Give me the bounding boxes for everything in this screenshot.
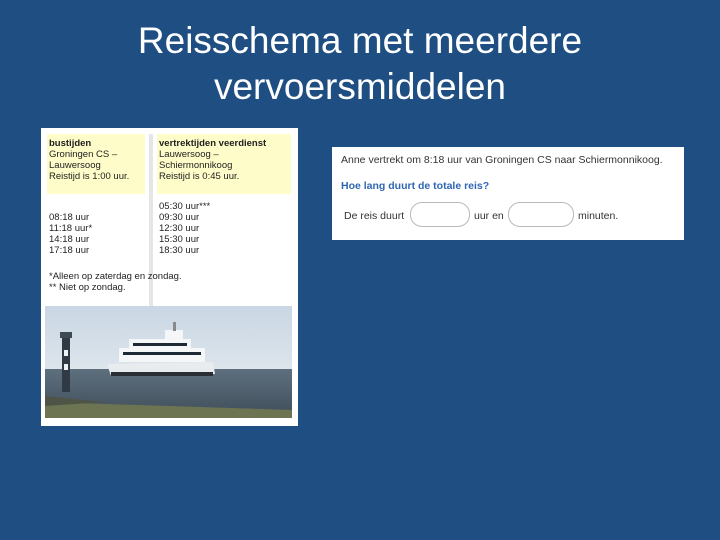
- ferry-header: vertrektijden veerdienst: [159, 138, 267, 149]
- slide-title-line-1: Reisschema met meerdere: [137, 20, 583, 61]
- ferry-route-line-2: Schiermonnikoog: [159, 160, 233, 171]
- bus-time: 08:18 uur: [49, 212, 90, 223]
- ferry-schedule-column: [157, 134, 291, 322]
- question-card: [332, 147, 684, 240]
- ferry-photo: [45, 306, 292, 418]
- answer-prefix: De reis duurt: [344, 210, 405, 222]
- bus-header: bustijden: [49, 138, 92, 149]
- ferry-photo-illustration: [45, 306, 292, 418]
- minutes-input[interactable]: [508, 202, 574, 227]
- schedule-card: [41, 128, 298, 426]
- bus-route-line-1: Groningen CS –: [49, 149, 118, 160]
- ferry-time: 09:30 uur: [159, 212, 200, 223]
- bus-schedule-column: [47, 134, 145, 322]
- hours-input[interactable]: [410, 202, 470, 227]
- slide-title-line-2: vervoersmiddelen: [213, 66, 507, 107]
- footnote-weekend: *Alleen op zaterdag en zondag.: [49, 271, 182, 282]
- slide-title: [0, 18, 720, 110]
- ferry-time: 15:30 uur: [159, 234, 200, 245]
- ferry-time: 18:30 uur: [159, 245, 200, 256]
- bus-duration: Reistijd is 1:00 uur.: [49, 171, 130, 182]
- ferry-duration: Reistijd is 0:45 uur.: [159, 171, 240, 182]
- answer-suffix: minuten.: [578, 210, 619, 222]
- question-statement: Anne vertrekt om 8:18 uur van Groningen CS naar Schiermonnikoog.: [341, 154, 663, 166]
- bus-route-line-2: Lauwersoog: [49, 160, 101, 171]
- ferry-route-line-1: Lauwersoog –: [159, 149, 219, 160]
- question-prompt: Hoe lang duurt de totale reis?: [341, 180, 490, 192]
- bus-time: 17:18 uur: [49, 245, 90, 256]
- column-divider: [149, 134, 153, 322]
- bus-time: 14:18 uur: [49, 234, 90, 245]
- ferry-time: 05:30 uur***: [159, 201, 211, 212]
- footnote-sunday: ** Niet op zondag.: [49, 282, 126, 293]
- bus-time: 11:18 uur*: [49, 223, 93, 234]
- answer-middle: uur en: [474, 210, 504, 222]
- ferry-time: 12:30 uur: [159, 223, 200, 234]
